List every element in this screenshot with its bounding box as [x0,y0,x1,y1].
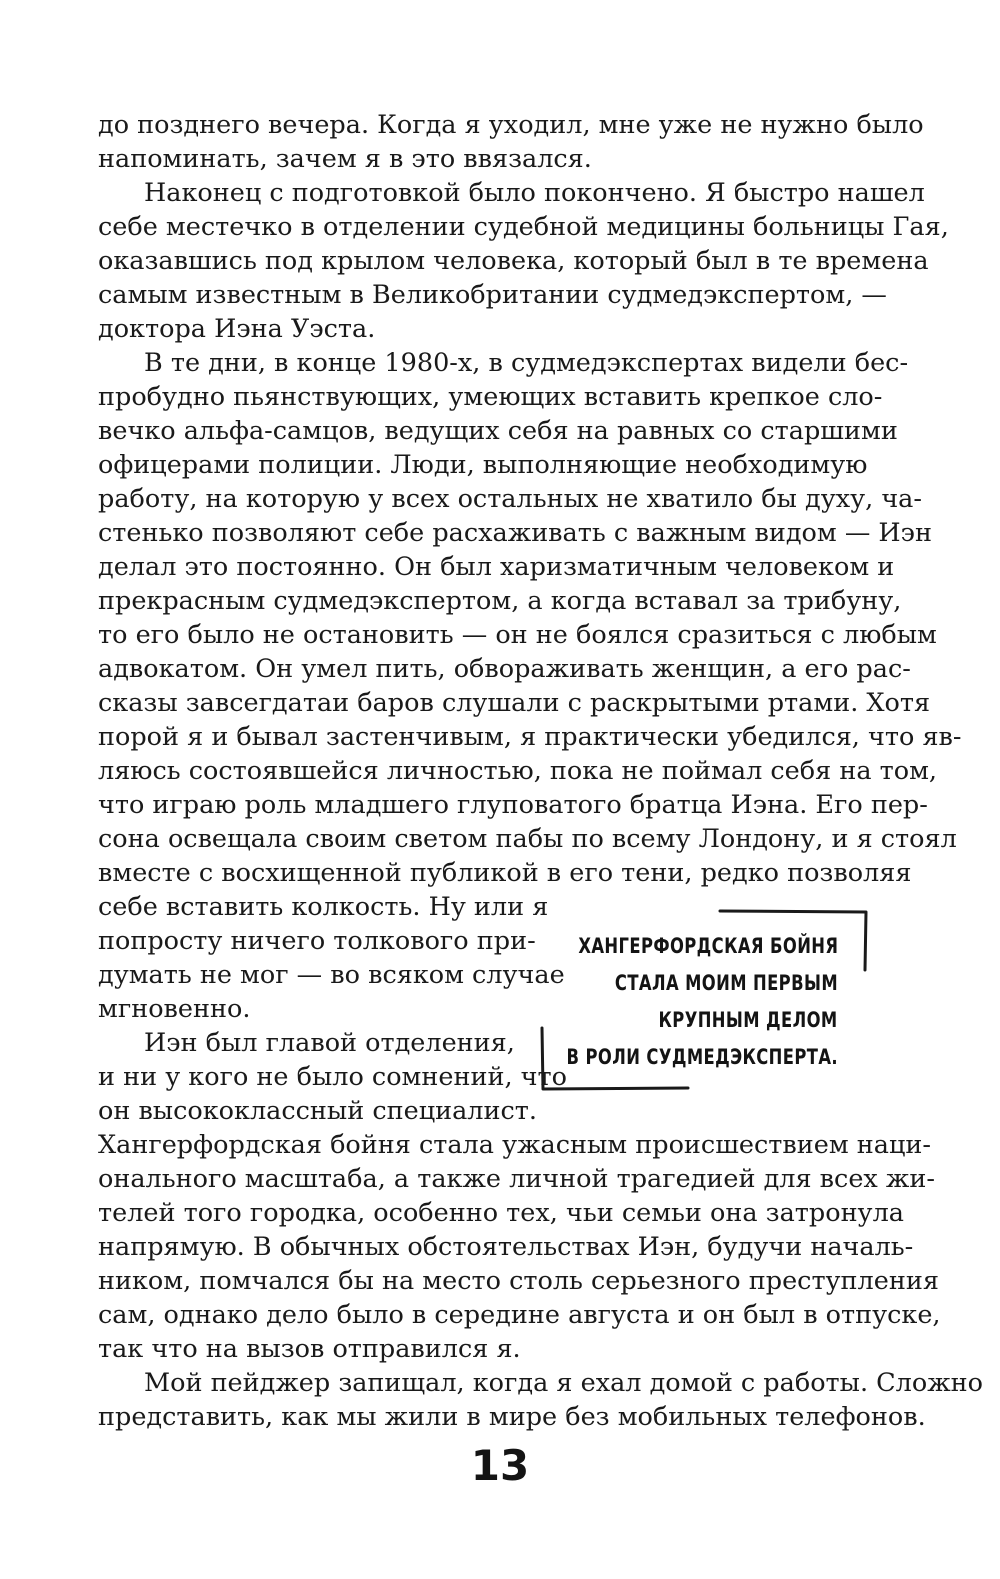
body-line: самым известным в Великобритании судмедэкспертом, — [98,280,887,310]
body-line: онального масштаба, а также личной трагедией для всех жи- [98,1164,935,1194]
body-line: себе местечко в отделении судебной медицины больницы Гая, [98,212,949,242]
body-line: доктора Иэна Уэста. [98,314,376,344]
body-line: пробудно пьянствующих, умеющих вставить крепкое сло- [98,382,883,412]
body-line: сам, однако дело было в середине августа и он был в отпуске, [98,1300,941,1330]
body-line: работу, на которую у всех остальных не хватило бы духу, ча- [98,484,922,514]
body-line: Наконец с подготовкой было покончено. Я быстро нашел [144,178,925,208]
body-line: Иэн был главой отделения, [144,1028,515,1058]
body-line: В те дни, в конце 1980-х, в судмедэкспертах видели бес- [144,348,909,378]
body-line: напрямую. В обычных обстоятельствах Иэн, будучи началь- [98,1232,914,1262]
body-line: думать не мог — во всяком случае [98,960,565,990]
body-line: напоминать, зачем я в это ввязался. [98,144,592,174]
body-line: ником, помчался бы на место столь серьезного преступления [98,1266,939,1296]
body-line: то его было не остановить — он не боялся сразиться с любым [98,620,937,650]
pull-quote-line: КРУПНЫМ ДЕЛОМ [658,1008,838,1032]
body-line: Хангерфордская бойня стала ужасным происшествием наци- [98,1130,931,1160]
body-line: сказы завсегдатаи баров слушали с раскрытыми ртами. Хотя [98,688,931,718]
body-line: так что на вызов отправился я. [98,1334,521,1364]
pull-quote-line: СТАЛА МОИМ ПЕРВЫМ [614,971,838,995]
body-line: вместе с восхищенной публикой в его тени, редко позволяя [98,858,912,888]
body-line: телей того городка, особенно тех, чьи семьи она затронула [98,1198,904,1228]
body-line: офицерами полиции. Люди, выполняющие необходимую [98,450,868,480]
body-line: адвокатом. Он умел пить, обвораживать женщин, а его рас- [98,654,911,684]
body-line: представить, как мы жили в мире без мобильных телефонов. [98,1402,926,1432]
pull-quote-line: В РОЛИ СУДМЕДЭКСПЕРТА. [566,1045,838,1069]
body-line: мгновенно. [98,994,251,1024]
body-line: оказавшись под крылом человека, который был в те времена [98,246,929,276]
body-line: ляюсь состоявшейся личностью, пока не поймал себя на том, [98,756,938,786]
body-line: попросту ничего толкового при- [98,926,536,956]
body-line: что играю роль младшего глуповатого братца Иэна. Его пер- [98,790,928,820]
body-line: и ни у кого не было сомнений, что [98,1062,567,1092]
body-line: вечко альфа-самцов, ведущих себя на равных со старшими [98,416,898,446]
body-line: делал это постоянно. Он был харизматичным человеком и [98,552,895,582]
body-line: до позднего вечера. Когда я уходил, мне уже не нужно было [98,110,924,140]
page-number: 13 [470,1441,530,1490]
body-line: он высококлассный специалист. [98,1096,537,1126]
body-line: порой я и бывал застенчивым, я практически убедился, что яв- [98,722,962,752]
body-line: сона освещала своим светом пабы по всему Лондону, и я стоял [98,824,957,854]
body-line: Мой пейджер запищал, когда я ехал домой с работы. Сложно [144,1368,984,1398]
body-line: себе вставить колкость. Ну или я [98,892,549,922]
pull-quote-line: ХАНГЕРФОРДСКАЯ БОЙНЯ [577,934,838,958]
body-line: стенько позволяют себе расхаживать с важным видом — Иэн [98,518,932,548]
body-line: прекрасным судмедэкспертом, а когда вставал за трибуну, [98,586,902,616]
